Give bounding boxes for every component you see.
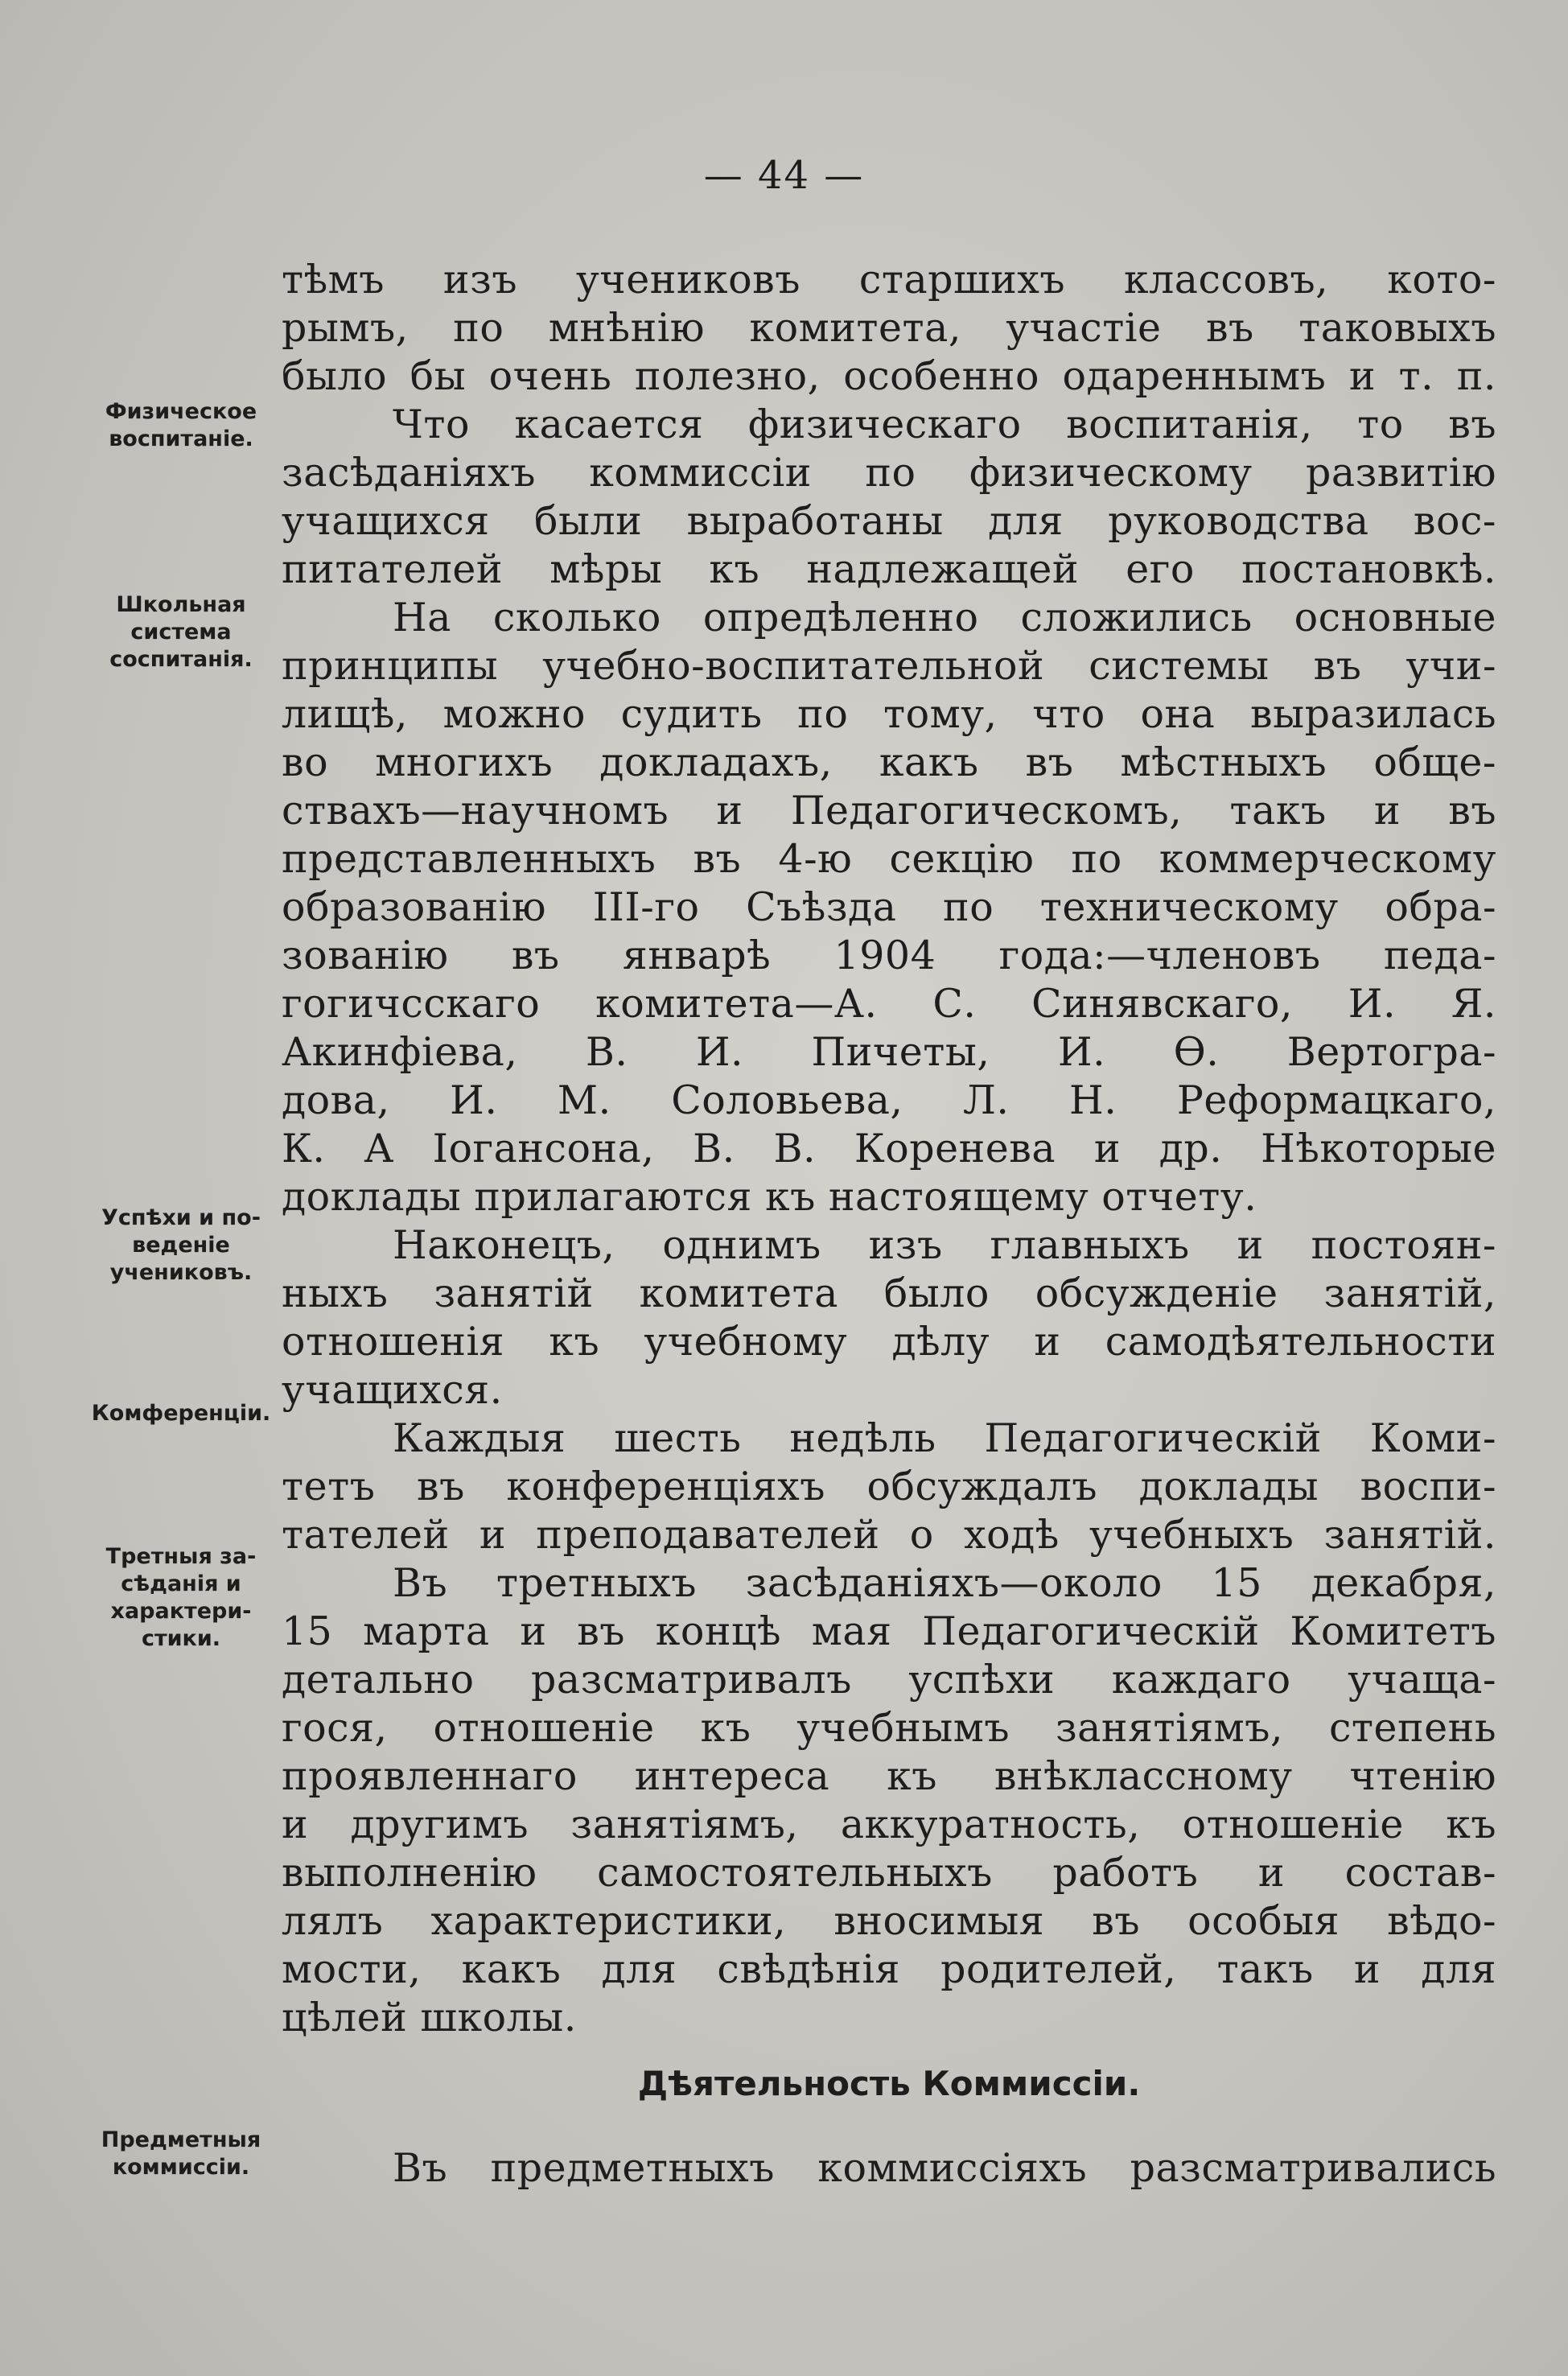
margin-note-line: коммиссіи. bbox=[112, 2155, 250, 2180]
body-line: отношенія къ учебному дѣлу и самодѣятельности bbox=[282, 1319, 1496, 1365]
margin-note-subject-commissions bbox=[80, 2127, 282, 2181]
margin-note-line: Предметныя bbox=[101, 2127, 261, 2152]
margin-note-line: Школьная bbox=[116, 592, 246, 617]
margin-note-line: сѣданія и bbox=[121, 1571, 241, 1596]
body-line: детально разсматривалъ успѣхи каждаго учаща- bbox=[282, 1657, 1496, 1703]
body-line: выполненію самостоятельныхъ работъ и состав- bbox=[282, 1850, 1496, 1896]
margin-note-line: характери- bbox=[110, 1599, 252, 1624]
body-line: лялъ характеристики, вносимыя въ особыя вѣдо- bbox=[282, 1898, 1496, 1944]
body-line: К. А Іогансона, В. В. Коренева и др. Нѣкоторые bbox=[282, 1126, 1496, 1172]
body-line: дова, И. М. Соловьева, Л. Н. Реформацкаго, bbox=[282, 1077, 1496, 1123]
margin-note-conferences bbox=[80, 1400, 282, 1427]
body-line: ныхъ занятій комитета было обсужденіе занятій, bbox=[282, 1270, 1496, 1316]
body-line: 15 марта и въ концѣ мая Педагогическій Комитетъ bbox=[282, 1608, 1496, 1654]
body-line: было бы очень полезно, особенно одареннымъ и т. п. bbox=[282, 353, 1496, 399]
body-line: тетъ въ конференціяхъ обсуждалъ доклады воспи- bbox=[282, 1464, 1496, 1509]
body-line: учащихся. bbox=[282, 1367, 503, 1413]
body-line: тѣмъ изъ учениковъ старшихъ классовъ, кото- bbox=[282, 257, 1496, 303]
page-number: — 44 — bbox=[703, 153, 865, 198]
body-line: рымъ, по мнѣнію комитета, участіе въ таковыхъ bbox=[282, 305, 1496, 351]
margin-note-line: воспитаніе. bbox=[109, 426, 253, 451]
body-line: гося, отношеніе къ учебнымъ занятіямъ, степень bbox=[282, 1705, 1496, 1751]
body-line: доклады прилагаются къ настоящему отчету. bbox=[282, 1174, 1257, 1220]
margin-note-school-system bbox=[80, 591, 282, 673]
body-line: Въ предметныхъ коммиссіяхъ разсматривались bbox=[393, 2145, 1496, 2191]
margin-note-line: Третныя за- bbox=[105, 1544, 257, 1569]
margin-note-line: стики. bbox=[141, 1626, 221, 1651]
margin-note-line: система bbox=[130, 620, 232, 644]
body-line: засѣданіяхъ коммиссіи по физическому развитію bbox=[282, 450, 1496, 496]
body-line: Въ третныхъ засѣданіяхъ—около 15 декабря, bbox=[393, 1560, 1496, 1606]
margin-note-student-progress bbox=[80, 1204, 282, 1287]
body-line: зованію въ январѣ 1904 года:—членовъ педа- bbox=[282, 933, 1496, 978]
body-line: во многихъ докладахъ, какъ въ мѣстныхъ обще- bbox=[282, 739, 1496, 785]
margin-note-term-meetings bbox=[80, 1543, 282, 1653]
body-line: На сколько опредѣленно сложились основные bbox=[393, 595, 1496, 640]
section-heading: Дѣятельность Коммиссіи. bbox=[637, 2064, 1141, 2103]
body-line: гогичсскаго комитета—А. С. Синявскаго, И. Я. bbox=[282, 981, 1496, 1027]
body-line: Акинфіева, В. И. Пичеты, И. Ѳ. Вертогра- bbox=[282, 1029, 1496, 1075]
body-line: Каждыя шесть недѣль Педагогическій Коми- bbox=[393, 1415, 1496, 1461]
body-line: цѣлей школы. bbox=[282, 1995, 577, 2040]
body-line: образованію III-го Съѣзда по техническому обра- bbox=[282, 884, 1496, 930]
body-line: принципы учебно-воспитательной системы въ учи- bbox=[282, 643, 1496, 689]
margin-note-line: учениковъ. bbox=[109, 1260, 253, 1285]
margin-note-line: соспитанія. bbox=[109, 647, 253, 672]
body-line: представленныхъ въ 4-ю секцію по коммерческому bbox=[282, 836, 1496, 882]
body-line: мости, какъ для свѣдѣнія родителей, такъ и для bbox=[282, 1946, 1496, 1992]
body-line: ствахъ—научномъ и Педагогическомъ, такъ и въ bbox=[282, 788, 1496, 834]
body-line: Что касается физическаго воспитанія, то въ bbox=[393, 401, 1496, 447]
body-line: проявленнаго интереса къ внѣклассному чтенію bbox=[282, 1753, 1496, 1799]
margin-note-line: Успѣхи и по- bbox=[101, 1205, 261, 1230]
margin-note-physical-education bbox=[80, 398, 282, 453]
margin-note-line: Комференціи. bbox=[91, 1401, 271, 1426]
margin-note-line: веденіе bbox=[132, 1233, 230, 1258]
body-line: и другимъ занятіямъ, аккуратность, отношеніе къ bbox=[282, 1802, 1496, 1847]
body-line: лищѣ, можно судить по тому, что она выразилась bbox=[282, 691, 1496, 737]
body-line: Наконецъ, однимъ изъ главныхъ и постоян- bbox=[393, 1222, 1496, 1268]
body-line: питателей мѣры къ надлежащей его постановкѣ. bbox=[282, 546, 1496, 592]
margin-note-line: Физическое bbox=[105, 399, 257, 424]
body-line: учащихся были выработаны для руководства вос- bbox=[282, 498, 1496, 544]
body-line: тателей и преподавателей о ходѣ учебныхъ занятій. bbox=[282, 1512, 1496, 1558]
